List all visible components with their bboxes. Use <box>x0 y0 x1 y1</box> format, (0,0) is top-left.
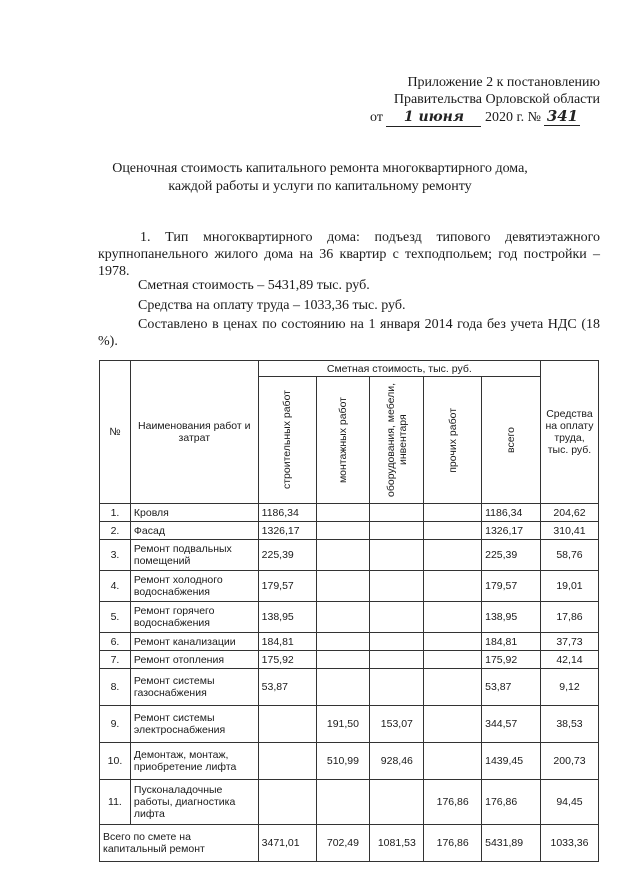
cell-installation <box>316 780 370 825</box>
cell-total: 225,39 <box>482 540 541 571</box>
cell-construction <box>258 743 316 780</box>
cell-labor: 94,45 <box>540 780 598 825</box>
cell-installation <box>316 602 370 633</box>
cell-construction: 175,92 <box>258 651 316 669</box>
header-other-label: прочих работ <box>446 407 459 473</box>
cell-labor: 37,73 <box>540 633 598 651</box>
cell-labor: 17,86 <box>540 602 598 633</box>
cell-total: 1186,34 <box>482 504 541 522</box>
cell-labor: 9,12 <box>540 669 598 706</box>
cell-construction: 53,87 <box>258 669 316 706</box>
total-labor: 1033,36 <box>540 825 598 862</box>
cell-installation <box>316 669 370 706</box>
header-labor-funds: Средства на оплату труда, тыс. руб. <box>540 361 598 504</box>
cell-total: 53,87 <box>482 669 541 706</box>
cell-other <box>424 706 482 743</box>
header-installation-label: монтажных работ <box>336 396 349 484</box>
table-row <box>100 669 599 706</box>
cell-construction: 1186,34 <box>258 504 316 522</box>
cell-equipment <box>370 504 424 522</box>
cell-equipment: 928,46 <box>370 743 424 780</box>
cell-num: 10. <box>100 743 131 780</box>
cell-equipment <box>370 780 424 825</box>
cell-name: Кровля <box>130 504 258 522</box>
cell-construction <box>258 706 316 743</box>
cell-total: 344,57 <box>482 706 541 743</box>
cell-equipment <box>370 602 424 633</box>
appendix-line-2: Правительства Орловской области <box>393 92 600 107</box>
cell-num: 7. <box>100 651 131 669</box>
header-other <box>424 377 482 504</box>
appendix-date-line <box>370 108 600 127</box>
table-row <box>100 540 599 571</box>
cell-num: 1. <box>100 504 131 522</box>
cell-labor: 310,41 <box>540 522 598 540</box>
cell-installation <box>316 633 370 651</box>
header-equipment <box>370 377 424 504</box>
header-total <box>482 377 541 504</box>
total-other: 176,86 <box>424 825 482 862</box>
cell-name: Ремонт холодного водоснабжения <box>130 571 258 602</box>
cell-other <box>424 571 482 602</box>
cell-num: 2. <box>100 522 131 540</box>
cell-other <box>424 669 482 706</box>
cell-name: Ремонт системы электроснабжения <box>130 706 258 743</box>
header-installation <box>316 377 370 504</box>
cell-name: Ремонт подвальных помещений <box>130 540 258 571</box>
table-row <box>100 522 599 540</box>
table-row <box>100 651 599 669</box>
cell-name: Ремонт канализации <box>130 633 258 651</box>
paragraph-estimated-cost: Сметная стоимость – 5431,89 тыс. руб. <box>138 278 370 293</box>
cost-table <box>99 360 599 862</box>
table-row <box>100 602 599 633</box>
cell-equipment <box>370 522 424 540</box>
cell-installation: 510,99 <box>316 743 370 780</box>
cell-labor: 58,76 <box>540 540 598 571</box>
cell-name: Ремонт горячего водоснабжения <box>130 602 258 633</box>
cell-num: 4. <box>100 571 131 602</box>
cell-name: Пусконаладочные работы, диагностика лифта <box>130 780 258 825</box>
paragraph-price-basis: Составлено в ценах по состоянию на 1 января 2014 года без учета НДС (18 %). <box>98 317 600 349</box>
cell-num: 11. <box>100 780 131 825</box>
appendix-line-1: Приложение 2 к постановлению <box>407 75 600 90</box>
cell-equipment <box>370 540 424 571</box>
cell-installation <box>316 540 370 571</box>
cell-num: 9. <box>100 706 131 743</box>
cell-name: Фасад <box>130 522 258 540</box>
paragraph-labor-funds: Средства на оплату труда – 1033,36 тыс. руб. <box>138 298 406 313</box>
cell-name: Ремонт системы газоснабжения <box>130 669 258 706</box>
cell-installation <box>316 651 370 669</box>
cell-installation <box>316 504 370 522</box>
total-installation: 702,49 <box>316 825 370 862</box>
cell-num: 3. <box>100 540 131 571</box>
cell-labor: 42,14 <box>540 651 598 669</box>
header-equipment-label: оборудования, мебели, инвентаря <box>384 383 409 498</box>
cell-installation <box>316 522 370 540</box>
cell-other <box>424 633 482 651</box>
cell-equipment <box>370 571 424 602</box>
cell-total: 1439,45 <box>482 743 541 780</box>
cell-other <box>424 651 482 669</box>
cell-construction: 225,39 <box>258 540 316 571</box>
cell-other <box>424 743 482 780</box>
total-construction: 3471,01 <box>258 825 316 862</box>
cell-num: 8. <box>100 669 131 706</box>
total-equipment: 1081,53 <box>370 825 424 862</box>
cell-construction: 184,81 <box>258 633 316 651</box>
cell-num: 5. <box>100 602 131 633</box>
header-construction <box>258 377 316 504</box>
cell-total: 138,95 <box>482 602 541 633</box>
header-name: Наименования работ и затрат <box>130 361 258 504</box>
appendix-header <box>370 74 600 127</box>
cell-total: 175,92 <box>482 651 541 669</box>
cell-construction: 179,57 <box>258 571 316 602</box>
cell-equipment <box>370 633 424 651</box>
cell-total: 184,81 <box>482 633 541 651</box>
cell-equipment <box>370 669 424 706</box>
cell-name: Демонтаж, монтаж, приобретение лифта <box>130 743 258 780</box>
header-total-label: всего <box>505 427 518 453</box>
cell-labor: 38,53 <box>540 706 598 743</box>
handwritten-number: 341 <box>544 108 580 126</box>
cell-construction: 138,95 <box>258 602 316 633</box>
document-title: Оценочная стоимость капитального ремонта многоквартирного дома, каждой работы и услуги по капитальному ремонту <box>112 161 528 194</box>
cell-labor: 204,62 <box>540 504 598 522</box>
cell-name: Ремонт отопления <box>130 651 258 669</box>
from-label: от <box>370 110 383 125</box>
cell-num: 6. <box>100 633 131 651</box>
header-construction-label: строительных работ <box>281 390 294 490</box>
cell-other <box>424 504 482 522</box>
table-row <box>100 780 599 825</box>
cell-installation: 191,50 <box>316 706 370 743</box>
cell-equipment: 153,07 <box>370 706 424 743</box>
cell-equipment <box>370 651 424 669</box>
cell-other: 176,86 <box>424 780 482 825</box>
cell-other <box>424 522 482 540</box>
cell-total: 176,86 <box>482 780 541 825</box>
handwritten-date: 1 июня <box>386 109 481 127</box>
paragraph-house-type: 1. Тип многоквартирного дома: подъезд типового девятиэтажного крупнопанельного жилого дома на 36 квартир с техподпольем; год постройки – 1978. <box>98 230 600 279</box>
cell-other <box>424 602 482 633</box>
table-row <box>100 706 599 743</box>
cell-total: 179,57 <box>482 571 541 602</box>
cell-labor: 200,73 <box>540 743 598 780</box>
total-label: Всего по смете на капитальный ремонт <box>100 825 259 862</box>
table-row <box>100 633 599 651</box>
table-row <box>100 571 599 602</box>
year-label: 2020 г. № <box>484 110 541 125</box>
cell-total: 1326,17 <box>482 522 541 540</box>
total-total: 5431,89 <box>482 825 541 862</box>
header-estimated-cost: Сметная стоимость, тыс. руб. <box>258 361 540 377</box>
cell-construction <box>258 780 316 825</box>
header-num: № <box>100 361 131 504</box>
table-row <box>100 743 599 780</box>
cell-installation <box>316 571 370 602</box>
table-total-row <box>100 825 599 862</box>
cell-construction: 1326,17 <box>258 522 316 540</box>
cell-labor: 19,01 <box>540 571 598 602</box>
cell-other <box>424 540 482 571</box>
table-row <box>100 504 599 522</box>
